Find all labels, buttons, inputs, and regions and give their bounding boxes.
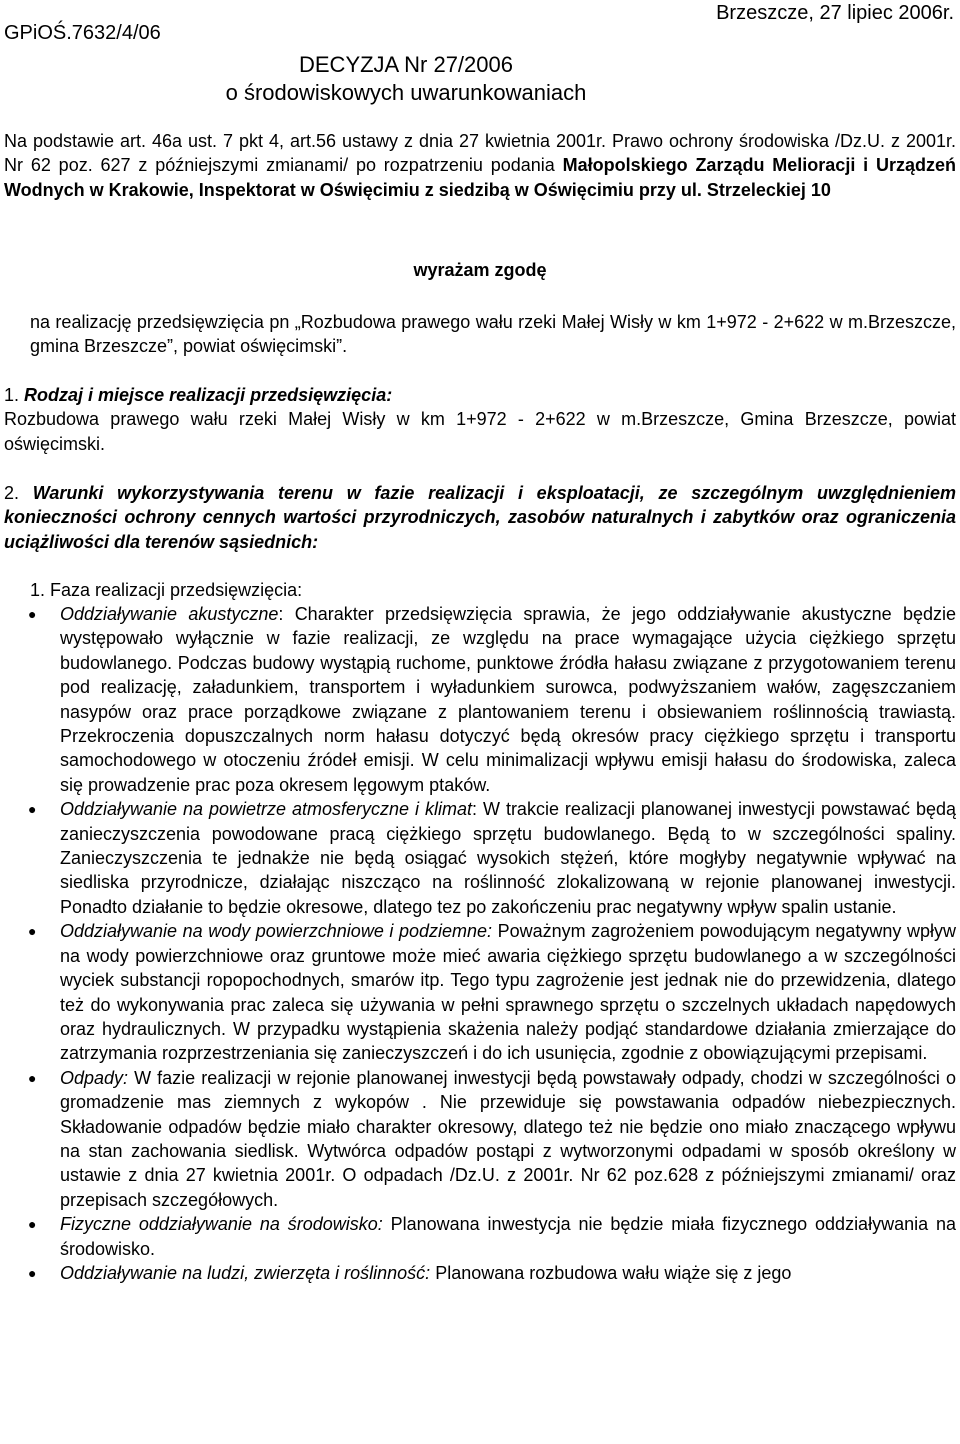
list-item-text: Poważnym zagrożeniem powodującym negatywny wpływ na wody powierzchniowe oraz gruntowe może mieć awaria ciężkiego sprzętu budowlanego a w szczególności wyciek substancji ropopochodnych, smarów itp. Tego typu zagrożenie jest jednak nie do przewidzenia, dlatego też do wykonywania prac zaleca się używania w pełni sprawnego sprzętu o szczelnych układach napędowych oraz hydraulicznych. W przypadku wystąpienia skażenia należy podjąć standardowe działania zmierzające do zatrzymania rozprzestrzeniania się zanieczyszczeń i do ich usunięcia, zgodnie z obowiązującymi przepisami. <box>60 921 956 1064</box>
list-item <box>0 1261 960 1285</box>
list-item <box>0 919 960 1065</box>
list-item-label: Oddziaływanie akustyczne <box>60 604 279 624</box>
section-1 <box>4 383 956 456</box>
section-2-heading: Warunki wykorzystywania terenu w fazie realizacji i eksploatacji, ze szczególnym uwzględnieniem konieczności ochrony cennych wartości przyrodniczych, zasobów naturalnych i zabytków oraz ograniczenia uciążliwości dla terenów sąsiednich: <box>4 483 956 552</box>
bullet-icon: ● <box>28 1264 37 1281</box>
document-reference-number: GPiOŚ.7632/4/06 <box>4 22 161 44</box>
list-item <box>0 1212 960 1261</box>
list-item-separator: : <box>278 604 295 624</box>
bullet-icon: ● <box>28 923 37 940</box>
list-item-label: Oddziaływanie na ludzi, zwierzęta i roślinność: <box>60 1262 431 1283</box>
list-item <box>0 797 960 919</box>
list-item-text: W trakcie realizacji planowanej inwestycji powstawać będą zanieczyszczenia powodowane pracą ciężkiego sprzętu budowlanego. Będą to w szczególności spaliny. Zanieczyszczenia te jednakże nie będą osiągać wysokich stężeń, które mogłyby negatywnie wpływać na siedliska przyrodnicze, działając niszcząco na roślinność zlokalizowaną w rejonie planowanej inwestycji. Ponadto działanie to będzie okresowe, dlatego tez po zakończeniu prac negatywny wpływ spalin ustanie. <box>60 799 956 917</box>
list-item-separator: : <box>472 799 483 820</box>
bullet-icon: ● <box>28 1216 37 1233</box>
intro-applicant: Małopolskiego Zarządu Melioracji i Urządzeń Wodnych w Krakowie, Inspektorat w Oświęcimiu z siedzibą w Oświęcimiu przy ul. Strzeleckiej 10 <box>4 155 956 200</box>
list-item-label: Fizyczne oddziaływanie na środowisko: <box>60 1214 383 1235</box>
bullet-icon: ● <box>28 1069 37 1086</box>
section-1-body: Rozbudowa prawego wału rzeki Małej Wisły w km 1+972 - 2+622 w m.Brzeszcze, Gmina Brzeszcze, powiat oświęcimski. <box>4 409 956 454</box>
section-2-heading-block <box>4 481 956 554</box>
phase-heading: 1. Faza realizacji przedsięwzięcia: <box>30 580 303 600</box>
list-item-separator <box>383 1214 391 1234</box>
list-item <box>0 602 960 797</box>
project-description: na realizację przedsięwzięcia pn „Rozbudowa prawego wału rzeki Małej Wisły w km 1+972 - 2+622 w m.Brzeszcze, gmina Brzeszcze”, powiat oświęcimski”. <box>30 312 956 357</box>
list-item-text: Charakter przedsięwzięcia sprawia, że jego oddziaływanie akustyczne będzie występowało wyłącznie w fazie realizacji, ze względu na prace wymagające użycia ciężkiego sprzętu budowlanego. Podczas budowy wystąpią ruchome, punktowe źródła hałasu związane z przygotowaniem terenu pod realizację, załadunkiem, transportem i wyładunkiem surowca, podwyższaniem wałów, zagęszczaniem nasypów oraz prace porządkowe związane z plantowaniem terenu i obsiewaniem roślinnością trawiastą. Przekroczenia dopuszczalnych norm hałasu dotyczyć będą okresów pracy ciężkiego sprzętu i transportu samochodowego w otoczeniu źródeł emisji. W celu minimalizacji wpływu emisji hałasu do środowiska, zaleca się prowadzenie prac poza okresem lęgowym ptaków. <box>60 604 956 795</box>
list-item-text: W fazie realizacji w rejonie planowanej inwestycji będą powstawały odpady, chodzi w szczególności o gromadzenie mas ziemnych z wykopów . Nie przewiduje się powstawania odpadów niebezpiecznych. Składowanie odpadów będzie miało charakter okresowy, dlatego też nie będzie ono miało znaczącego wpływu na stan zachowania siedlisk. Wytwórca odpadów postąpi z wytworzonymi odpadami w sposób określony w ustawie z dnia 27 kwietnia 2001r. O odpadach /Dz.U. z 2001r. Nr 62 poz.628 z późniejszymi zmianami/ oraz przepisach szczegółowych. <box>60 1067 956 1210</box>
list-item-text: Planowana inwestycja nie będzie miała fizycznego oddziaływania na środowisko. <box>60 1214 956 1259</box>
list-item-text: Planowana rozbudowa wału wiąże się z jego <box>435 1262 792 1283</box>
list-item <box>0 1066 960 1212</box>
section-1-number: 1. <box>4 385 20 405</box>
decision-title: DECYZJA Nr 27/2006 <box>299 52 513 77</box>
list-item-label: Oddziaływanie na wody powierzchniowe i podziemne: <box>60 921 492 942</box>
intro-paragraph <box>4 129 956 202</box>
list-item-label: Odpady: <box>60 1067 129 1088</box>
document-date: Brzeszcze, 27 lipiec 2006r. <box>716 2 954 24</box>
decision-subtitle: o środowiskowych uwarunkowaniach <box>225 80 587 105</box>
section-2-number: 2. <box>4 483 20 503</box>
impact-list <box>0 602 960 1285</box>
section-1-heading: Rodzaj i miejsce realizacji przedsięwzięcia: <box>24 385 393 405</box>
bullet-icon: ● <box>28 801 37 818</box>
intro-legal-basis: Na podstawie art. 46a ust. 7 pkt 4, art.56 ustawy z dnia 27 kwietnia 2001r. Prawo ochrony środowiska /Dz.U. z 2001r. Nr 62 poz. 627 z późniejszymi zmianami/ po rozpatrzeniu podania <box>4 131 956 176</box>
consent-statement: wyrażam zgodę <box>413 260 547 280</box>
bullet-icon: ● <box>28 606 37 622</box>
list-item-label: Oddziaływanie na powietrze atmosferyczne i klimat <box>60 799 473 820</box>
